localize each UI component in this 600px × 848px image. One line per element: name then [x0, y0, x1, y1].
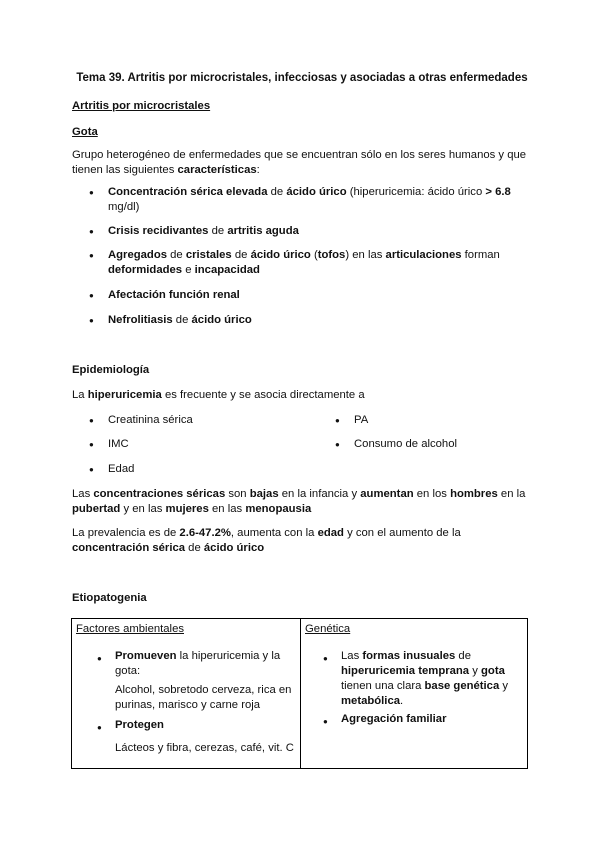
promote-detail: Alcohol, sobretodo cerveza, rica en purinas, marisco y carne roja	[115, 684, 292, 711]
list-item: ● IMC	[72, 437, 312, 452]
familial-aggregation-item: Agregación familiar	[341, 713, 447, 725]
protect-detail: Lácteos y fibra, cerezas, café, vit. C	[115, 742, 294, 754]
epidemiology-heading: Epidemiología	[72, 364, 150, 376]
gout-intro-paragraph: Grupo heterogéneo de enfermedades que se encuentran sólo en los seres humanos y que tienen las siguientes características:	[72, 149, 527, 176]
list-item: ● Crisis recidivantes de artritis aguda	[72, 224, 512, 239]
genetics-header: Genética	[305, 623, 351, 635]
bullet-icon: ●	[97, 654, 102, 663]
etiopathogenesis-table	[71, 618, 528, 769]
list-item: ● Edad	[72, 462, 312, 477]
environmental-factors-cell	[72, 619, 301, 769]
epidemiology-list-right	[318, 413, 518, 452]
epidemiology-paragraph-prevalence: La prevalencia es de 2.6-47.2%, aumenta con la edad y con el aumento de la concentración sérica de ácido úrico	[72, 527, 461, 554]
list-item: ● PA	[318, 413, 518, 428]
list-item: ● Consumo de alcohol	[318, 437, 518, 452]
bullet-icon: ●	[97, 723, 102, 732]
epidemiology-paragraph-concentrations: Las concentraciones séricas son bajas en la infancia y aumentan en los hombres en la pubertad y en las mujeres en las menopausia	[72, 488, 526, 515]
bullet-icon: ●	[323, 717, 328, 726]
etiopathogenesis-heading: Etiopatogenia	[72, 592, 147, 604]
list-item: ● Agregados de cristales de ácido úrico (tofos) en las articulaciones forman deformidades e incapacidad	[72, 248, 512, 278]
section-heading-gout: Gota	[72, 126, 98, 138]
document-title: Tema 39. Artritis por microcristales, infecciosas y asociadas a otras enfermedades	[76, 72, 528, 84]
list-item: ● Afectación función renal	[72, 288, 512, 303]
list-item: ● Nefrolitiasis de ácido úrico	[72, 313, 512, 328]
protect-item: Protegen	[115, 719, 164, 731]
genetics-cell	[301, 619, 528, 769]
gout-features-list	[72, 185, 512, 328]
section-heading-microcrystals: Artritis por microcristales	[72, 100, 211, 112]
bullet-icon: ●	[323, 654, 328, 663]
epidemiology-intro: La hiperuricemia es frecuente y se asocia directamente a	[72, 389, 365, 401]
environmental-factors-header: Factores ambientales	[76, 623, 184, 635]
list-item: ● Concentración sérica elevada de ácido úrico (hiperuricemia: ácido úrico > 6.8 mg/dl)	[72, 185, 512, 215]
epidemiology-list-left	[72, 413, 312, 477]
list-item: ● Creatinina sérica	[72, 413, 312, 428]
promote-item: Promueven la hiperuricemia y la gota:	[115, 650, 281, 677]
genetic-forms-item: Las formas inusuales de hiperuricemia temprana y gota tienen una clara base genética y metabólica.	[341, 650, 509, 707]
